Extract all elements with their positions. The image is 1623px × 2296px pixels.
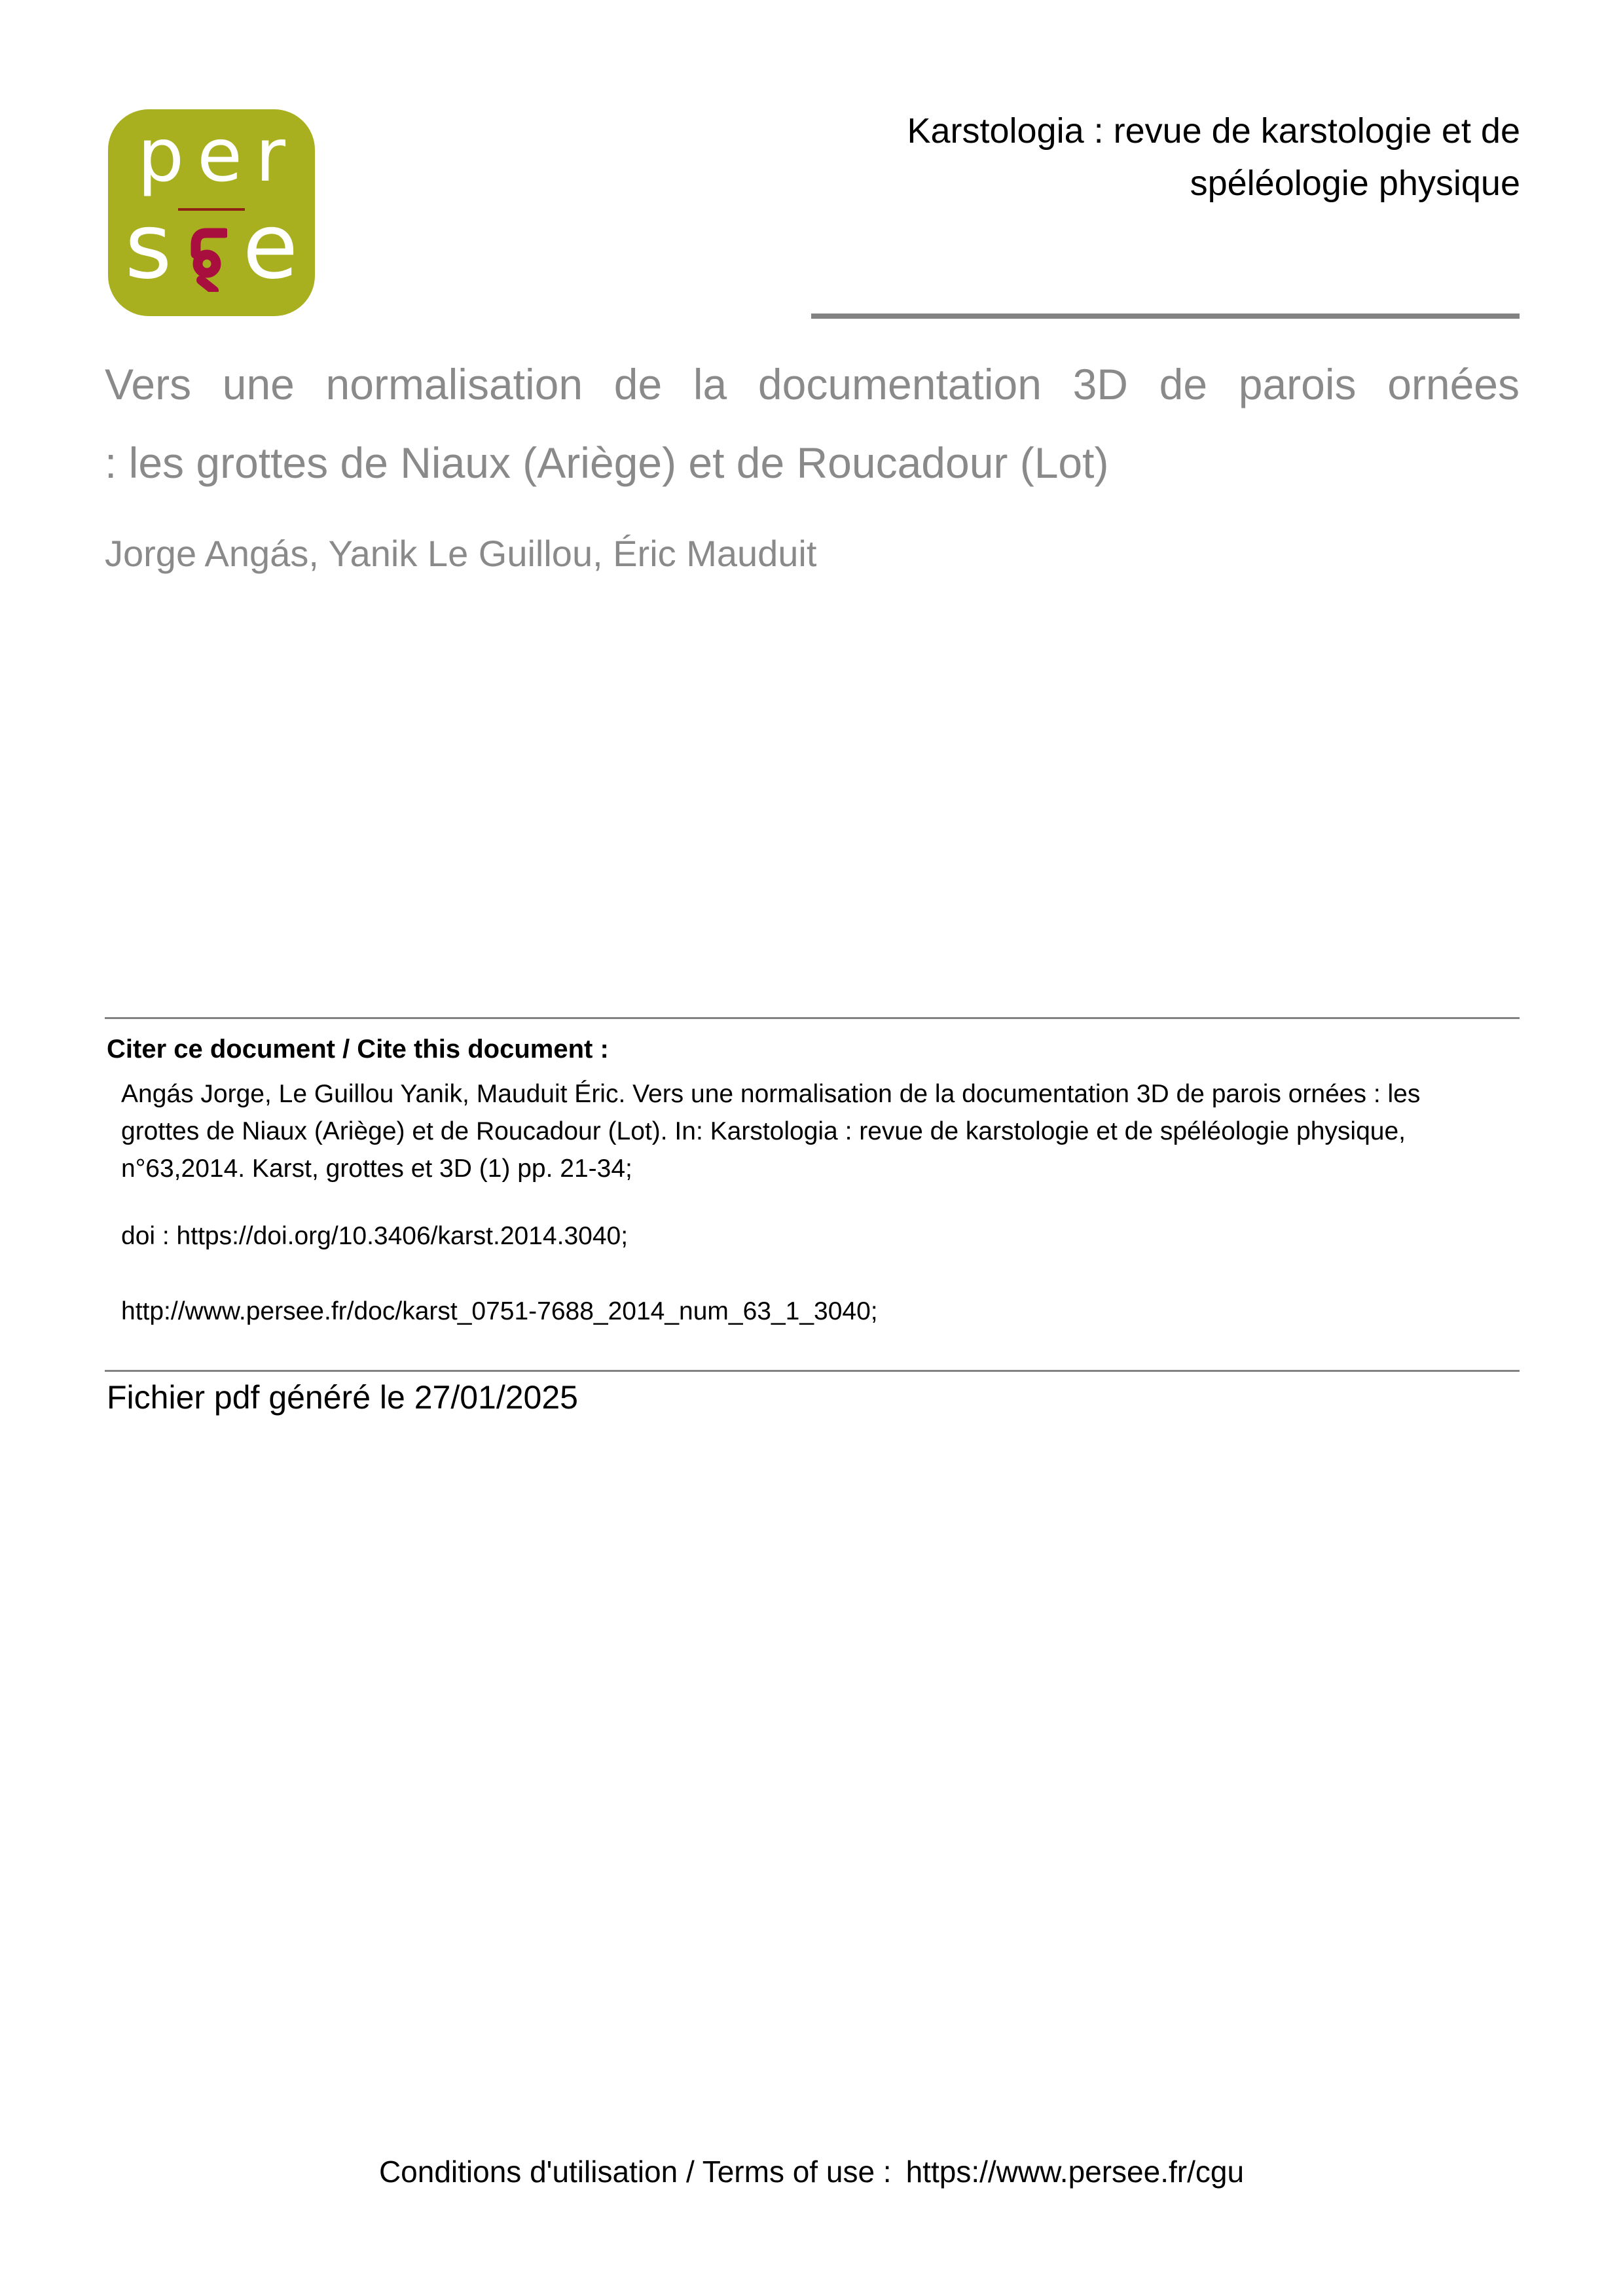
terms-of-use xyxy=(0,2154,1623,2189)
journal-title xyxy=(907,105,1520,209)
persee-document-link[interactable]: http://www.persee.fr/doc/karst_0751-7688_2014_num_63_1_3040; xyxy=(121,1297,878,1325)
logo-letter-e: e xyxy=(242,194,299,299)
citation-paragraph xyxy=(121,1075,1520,1187)
pdf-generated-date: Fichier pdf généré le 27/01/2025 xyxy=(107,1379,578,1416)
citation-line: Angás Jorge, Le Guillou Yanik, Mauduit Éric. Vers une normalisation de la documentation 3D de parois ornées : les xyxy=(121,1080,1421,1108)
article-authors: Jorge Angás, Yanik Le Guillou, Éric Mauduit xyxy=(105,533,817,574)
citation-heading: Citer ce document / Cite this document : xyxy=(107,1035,609,1064)
citation-line: grottes de Niaux (Ariège) et de Roucadour (Lot). In: Karstologia : revue de karstologie et de spéléologie physique, xyxy=(121,1117,1406,1145)
logo-text-see xyxy=(108,194,315,299)
logo-letter-s: s xyxy=(124,194,172,299)
article-title-line2: : les grottes de Niaux (Ariège) et de Roucadour (Lot) xyxy=(105,439,1109,487)
logo-accent-e-icon xyxy=(189,226,227,292)
header-rule xyxy=(811,314,1520,319)
journal-title-line1: Karstologia : revue de karstologie et de xyxy=(907,111,1520,151)
article-title xyxy=(105,345,1520,502)
journal-title-line2: spéléologie physique xyxy=(1190,164,1520,203)
article-title-line1: Vers une normalisation de la documentation 3D de parois ornées xyxy=(105,360,1520,408)
doi-link[interactable]: doi : https://doi.org/10.3406/karst.2014.3040; xyxy=(121,1222,629,1250)
citation-rule-bottom xyxy=(105,1370,1520,1372)
terms-link[interactable]: https://www.persee.fr/cgu xyxy=(905,2155,1245,2189)
citation-rule-top xyxy=(105,1017,1520,1019)
terms-label: Conditions d'utilisation / Terms of use : xyxy=(378,2155,892,2189)
persee-logo xyxy=(108,109,315,316)
citation-line: n°63,2014. Karst, grottes et 3D (1) pp. 21-34; xyxy=(121,1155,632,1183)
logo-text-per: per xyxy=(137,113,299,198)
